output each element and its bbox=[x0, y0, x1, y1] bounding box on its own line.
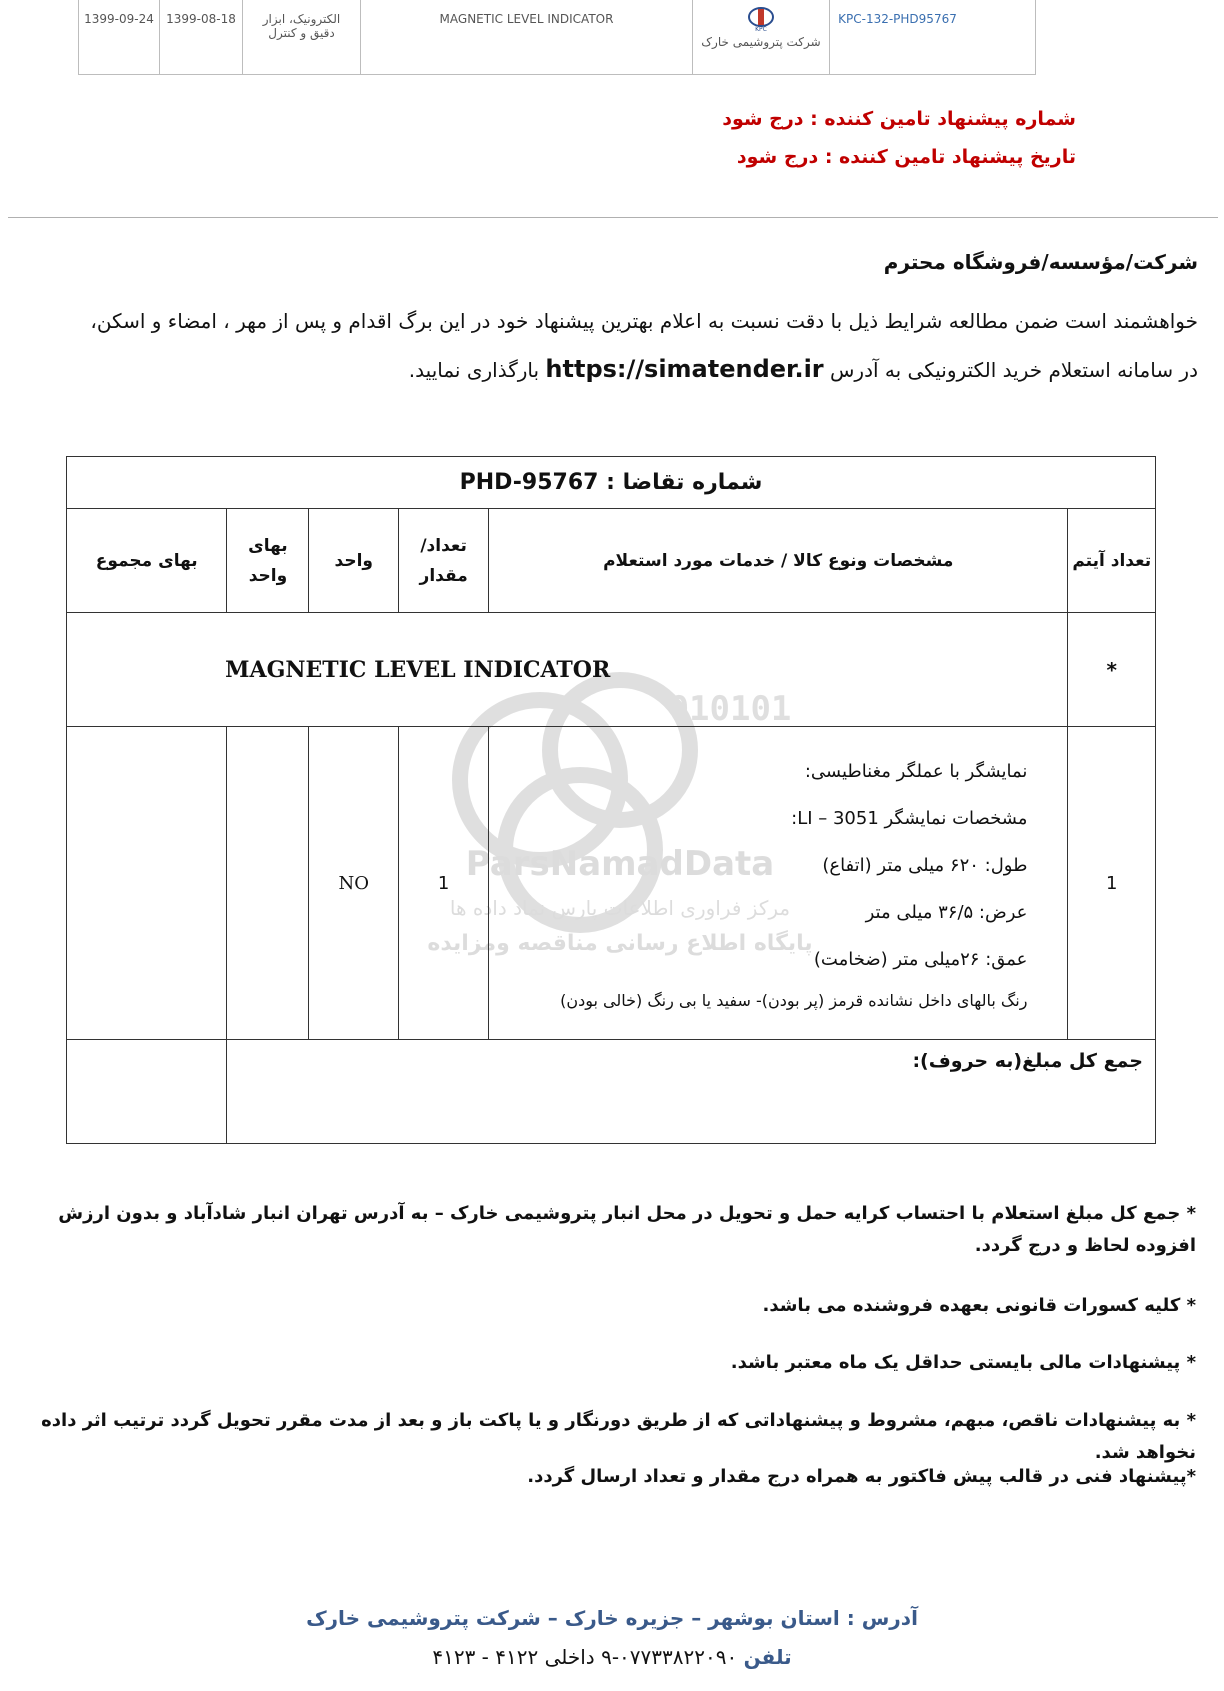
letter-line-2-end: بارگذاری نمایید. bbox=[408, 358, 546, 382]
letter-line-2 bbox=[18, 346, 1198, 393]
row-spec bbox=[489, 727, 1068, 1040]
header-category: الکترونیک، ابزار دقیق و کنترل bbox=[242, 0, 360, 74]
svg-text:010101: 010101 bbox=[668, 689, 792, 729]
footer-address: آدرس : استان بوشهر – جزیره خارک – شرکت پتروشیمی خارک bbox=[306, 1606, 918, 1630]
row-unit: NO bbox=[309, 727, 399, 1040]
header-company bbox=[692, 0, 829, 74]
supplier-date: تاریخ پیشنهاد تامین کننده : درج شود bbox=[736, 146, 1076, 168]
tender-url-link[interactable]: https://simatender.ir bbox=[545, 355, 824, 383]
col-qty-header: تعداد/ مقدار bbox=[399, 509, 489, 613]
salutation: شرکت/مؤسسه/فروشگاه محترم bbox=[883, 250, 1198, 274]
footer-phone bbox=[0, 1645, 1224, 1669]
header-title: MAGNETIC LEVEL INDICATOR bbox=[360, 0, 692, 74]
header-date-end: 1399-09-24 bbox=[84, 12, 154, 26]
total-row bbox=[67, 1040, 1156, 1144]
header-strip bbox=[78, 0, 1036, 75]
spec-line: طول: ۶۲۰ میلی متر (اتفاع) bbox=[822, 854, 1028, 876]
note-1: * جمع کل مبلغ استعلام با احتساب کرایه حمل و تحویل در محل انبار پتروشیمی خارک – به آدرس تهران انبار شادآباد و بدون ارزش افزوده لحاظ و درج گردد. bbox=[58, 1203, 1196, 1256]
col-unit-header: واحد bbox=[309, 509, 399, 613]
spec-line: عرض: ۳۶/۵ میلی متر bbox=[865, 901, 1028, 923]
spec-line: رنگ بالهای داخل نشانده قرمز (پر بودن)- سفید یا بی رنگ (خالی بودن) bbox=[560, 990, 1028, 1010]
phone-value: ۰۷۷۳۳۸۲۲۰۹۰-۹ داخلی ۴۱۲۲ - ۴۱۲۳ bbox=[432, 1645, 738, 1669]
col-unit-price-header: بهای واحد bbox=[227, 509, 309, 613]
row-total bbox=[67, 727, 227, 1040]
group-title: MAGNETIC LEVEL INDICATOR bbox=[67, 613, 1068, 727]
header-code: KPC-132-PHD95767 bbox=[829, 0, 965, 74]
row-item: 1 bbox=[1068, 727, 1156, 1040]
header-company-name: شرکت پتروشیمی خارک bbox=[701, 35, 821, 49]
note-2: * کلیه کسورات قانونی بعهده فروشنده می باشد. bbox=[762, 1295, 1196, 1316]
total-value bbox=[67, 1040, 227, 1144]
table-row bbox=[67, 727, 1156, 1040]
supplier-number: شماره پیشنهاد تامین کننده : درج شود bbox=[722, 108, 1076, 130]
spec-line: عمق: ۲۶میلی متر (ضخامت) bbox=[813, 948, 1028, 970]
svg-text:ParsNamadData: ParsNamadData bbox=[465, 844, 775, 884]
group-marker: * bbox=[1068, 613, 1156, 727]
phone-label: تلفن bbox=[743, 1645, 792, 1669]
svg-text:پایگاه اطلاع رسانی مناقصه ومزا: پایگاه اطلاع رسانی مناقصه ومزایده bbox=[427, 931, 813, 956]
svg-text:مرکز فراوری اطلاعات پارس نماد: مرکز فراوری اطلاعات پارس نماد داده ها bbox=[449, 896, 791, 920]
letter-line-1: خواهشمند است ضمن مطالعه شرایط ذیل با دقت نسبت به اعلام بهترین پیشنهاد خود در این برگ اقدام و پس از مهر ، امضاء و اسکن، bbox=[90, 309, 1198, 333]
divider bbox=[8, 217, 1218, 218]
request-number: شماره تقاضا : PHD-95767 bbox=[67, 457, 1156, 509]
company-logo-icon bbox=[746, 6, 776, 32]
spec-line: مشخصات نمایشگر LI – 3051: bbox=[791, 807, 1028, 829]
col-total-header: بهای مجموع bbox=[67, 509, 227, 613]
note-5: *پیشنهاد فنی در قالب پیش فاکتور به همراه درج مقدار و تعداد ارسال گردد. bbox=[527, 1466, 1196, 1487]
note-4: * به پیشنهادات ناقص، مبهم، مشروط و پیشنهاداتی که از طریق دورنگار و یا پاکت باز و بعد از مدت مقرر تحویل گردد ترتیب اثر داده نخواهد شد. bbox=[41, 1410, 1196, 1463]
table-header-row bbox=[67, 509, 1156, 613]
row-unit-price bbox=[227, 727, 309, 1040]
header-date-start: 1399-08-18 bbox=[159, 0, 242, 74]
total-label: جمع کل مبلغ(به حروف): bbox=[227, 1040, 1156, 1144]
note-3: * پیشنهادات مالی بایستی حداقل یک ماه معتبر باشد. bbox=[730, 1352, 1196, 1373]
letter-line-2-start: در سامانه استعلام خرید الکترونیکی به آدرس bbox=[823, 358, 1198, 382]
group-row bbox=[67, 613, 1156, 727]
col-spec-header: مشخصات ونوع کالا / خدمات مورد استعلام bbox=[489, 509, 1068, 613]
inquiry-table bbox=[66, 456, 1156, 1144]
svg-text:KPC: KPC bbox=[755, 26, 767, 32]
spec-line: نمایشگر با عملگر مغناطیسی: bbox=[804, 760, 1028, 782]
row-qty: 1 bbox=[399, 727, 489, 1040]
col-item-header: تعداد آیتم bbox=[1068, 509, 1156, 613]
